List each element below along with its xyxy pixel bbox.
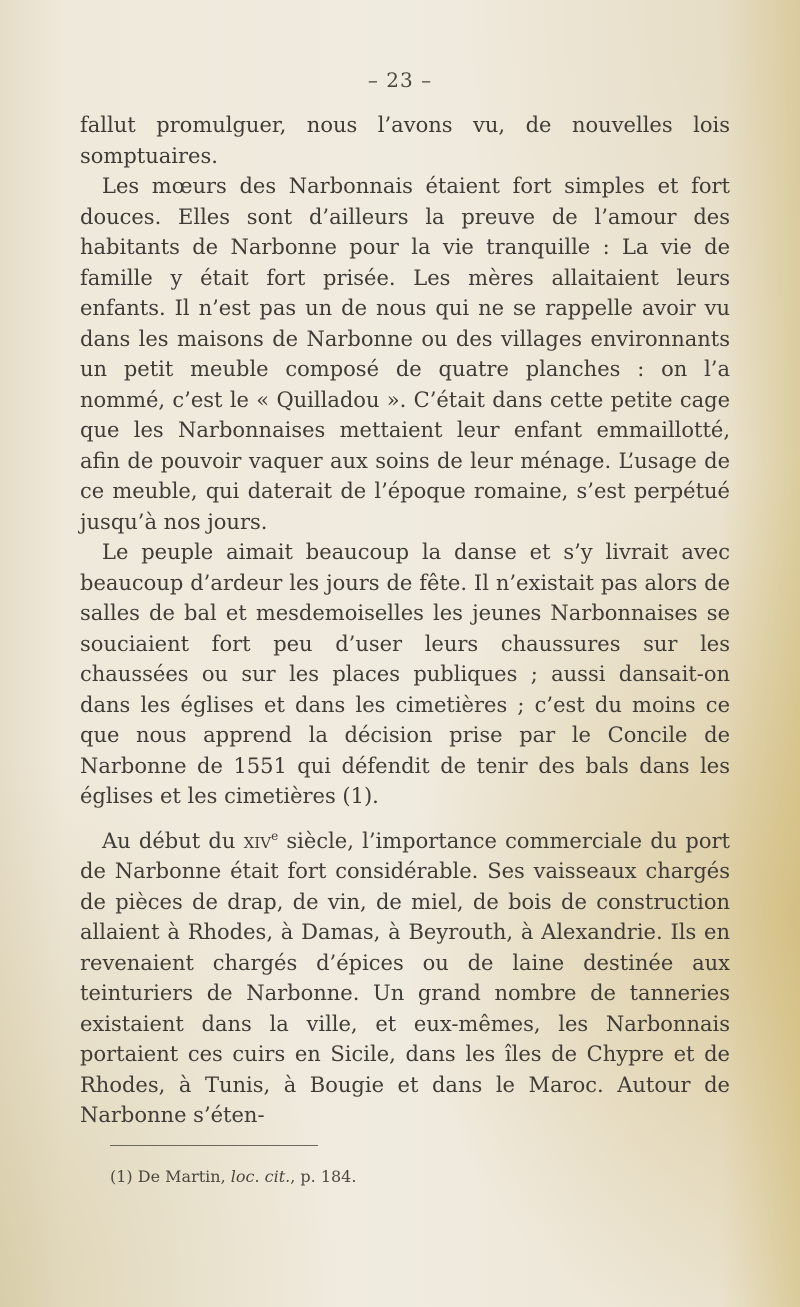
footnote-marker: (1) [110, 1167, 133, 1186]
main-text [80, 110, 730, 1131]
footnote [110, 1167, 356, 1186]
paragraph-commerce-rest: siècle, l’importance commerciale du port de Narbonne était fort considérable. Ses vaisseaux chargés de pièces de drap, de vin, de miel, de bois de construction allaient à Rhodes, à Damas, à Beyrouth, à Alexandrie. Ils en revenaient chargés d’épices ou de laine destinée aux teinturiers de Narbonne. Un grand nombre de tanneries existaient dans la ville, et eux-mêmes, les Narbonnais portaient ces cuirs en Sicile, dans les îles de Chypre et de Rhodes, à Tunis, à Bougie et dans le Maroc. Autour de Narbonne s’éten- [80, 828, 730, 1127]
page-number: – 23 – [367, 68, 433, 92]
paragraph-continuation: fallut promulguer, nous l’avons vu, de nouvelles lois somptuaires. [80, 113, 730, 168]
footnote-author: De Martin, [137, 1167, 226, 1186]
paragraph-moeurs: Les mœurs des Narbonnais étaient fort simples et fort douces. Elles sont d’ailleurs la preuve de l’amour des habitants de Narbonne pour la vie tranquille : La vie de famille y était fort prisée. Les mères allaitaient leurs enfants. Il n’est pas un de nous qui ne se rappelle avoir vu dans les maisons de Narbonne ou des villages environnants un petit meuble composé de quatre planches : on l’a nommé, c’est le « Quilladou ». C’était dans cette petite cage que les Narbonnaises mettaient leur enfant emmaillotté, afin de pouvoir vaquer aux soins de leur ménage. L’usage de ce meuble, qui daterait de l’époque romaine, s’est perpétué jusqu’à nos jours. [80, 174, 730, 534]
footnote-rule [110, 1145, 318, 1146]
paragraph-commerce [80, 826, 730, 1131]
paragraph-danse: Le peuple aimait beaucoup la danse et s’y livrait avec beaucoup d’ardeur les jours de fête. Il n’existait pas alors de salles de bal et mesdemoiselles les jeunes Narbonnaises se souciaient fort peu d’user leurs chaussures sur les chaussées ou sur les places publiques ; aussi dansait-on dans les églises et dans les cimetières ; c’est du moins ce que nous apprend la décision prise par le Concile de Narbonne de 1551 qui défendit de tenir des bals dans les églises et les cimetières (1). [80, 540, 730, 808]
century-suffix: e [271, 828, 279, 843]
century-numeral: xiv [243, 828, 272, 853]
footnote-page: , p. 184. [290, 1167, 357, 1186]
footnote-reference: loc. cit. [230, 1167, 291, 1186]
paragraph-commerce-start: Au début du [102, 828, 244, 853]
